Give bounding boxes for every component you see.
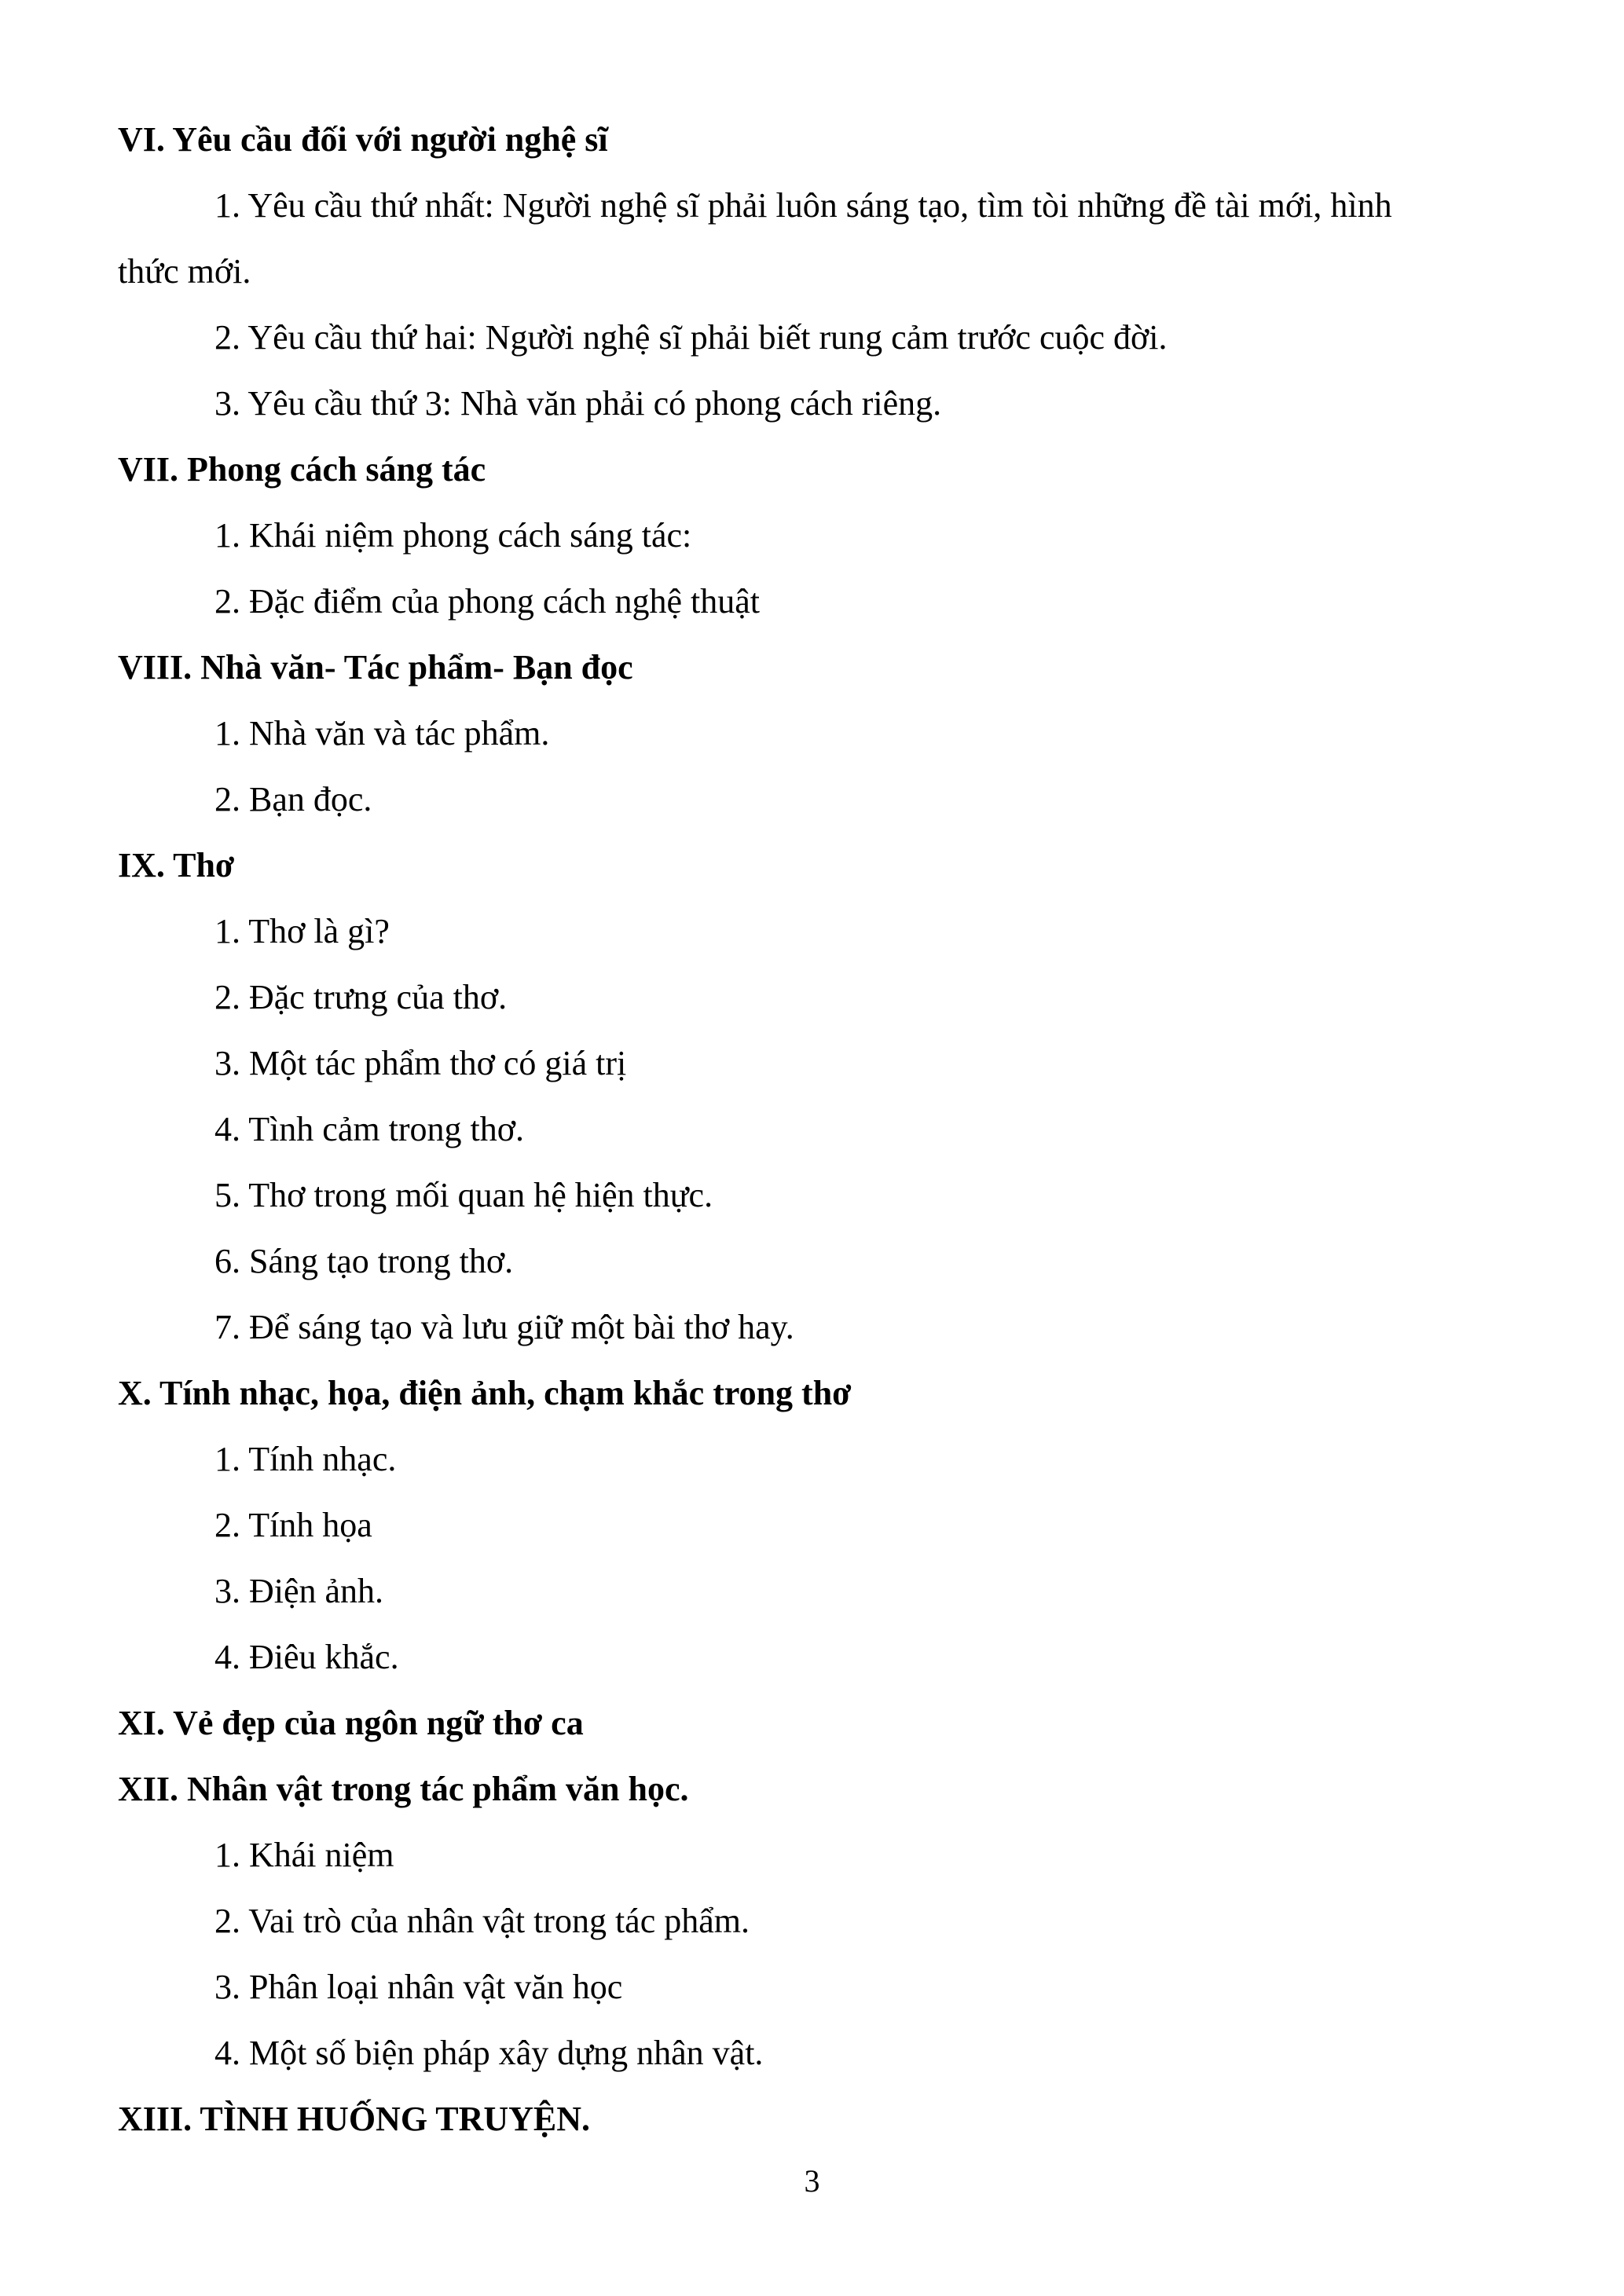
- list-item: 3. Một tác phẩm thơ có giá trị: [214, 1044, 627, 1082]
- list-item: 2. Yêu cầu thứ hai: Người nghệ sĩ phải biết rung cảm trước cuộc đời.: [214, 318, 1168, 357]
- list-item: 2. Bạn đọc.: [214, 780, 372, 818]
- section-heading: VI. Yêu cầu đối với người nghệ sĩ: [118, 120, 608, 159]
- list-item: 1. Nhà văn và tác phẩm.: [214, 714, 550, 753]
- section-heading: VII. Phong cách sáng tác: [118, 450, 486, 489]
- list-item: 5. Thơ trong mối quan hệ hiện thực.: [214, 1176, 713, 1214]
- section-heading: XII. Nhân vật trong tác phẩm văn học.: [118, 1770, 689, 1808]
- list-item: 2. Vai trò của nhân vật trong tác phẩm.: [214, 1902, 750, 1940]
- list-item: 1. Thơ là gì?: [214, 912, 390, 950]
- section-heading: XIII. TÌNH HUỐNG TRUYỆN.: [118, 2100, 591, 2138]
- list-item: 1. Tính nhạc.: [214, 1440, 397, 1478]
- list-item-continuation: thức mới.: [118, 252, 251, 291]
- list-item: 1. Khái niệm phong cách sáng tác:: [214, 516, 692, 555]
- page-number: 3: [804, 2163, 820, 2199]
- list-item: 2. Đặc trưng của thơ.: [214, 978, 508, 1016]
- section-heading: VIII. Nhà văn- Tác phẩm- Bạn đọc: [118, 648, 633, 687]
- list-item: 2. Đặc điểm của phong cách nghệ thuật: [214, 582, 760, 621]
- list-item: 4. Một số biện pháp xây dựng nhân vật.: [214, 2034, 764, 2072]
- list-item: 4. Tình cảm trong thơ.: [214, 1110, 524, 1148]
- list-item: 1. Khái niệm: [214, 1836, 394, 1874]
- list-item: 3. Yêu cầu thứ 3: Nhà văn phải có phong cách riêng.: [214, 384, 942, 423]
- list-item: 2. Tính họa: [214, 1506, 372, 1544]
- section-heading: IX. Thơ: [118, 846, 235, 884]
- section-heading: X. Tính nhạc, họa, điện ảnh, chạm khắc trong thơ: [118, 1374, 852, 1412]
- list-item: 1. Yêu cầu thứ nhất: Người nghệ sĩ phải luôn sáng tạo, tìm tòi những đề tài mới, hình: [214, 186, 1392, 225]
- list-item: 7. Để sáng tạo và lưu giữ một bài thơ hay.: [214, 1308, 794, 1346]
- list-item: 4. Điêu khắc.: [214, 1638, 399, 1676]
- list-item: 3. Phân loại nhân vật văn học: [214, 1968, 623, 2006]
- list-item: 3. Điện ảnh.: [214, 1572, 384, 1610]
- section-heading: XI. Vẻ đẹp của ngôn ngữ thơ ca: [118, 1704, 584, 1742]
- list-item: 6. Sáng tạo trong thơ.: [214, 1242, 514, 1280]
